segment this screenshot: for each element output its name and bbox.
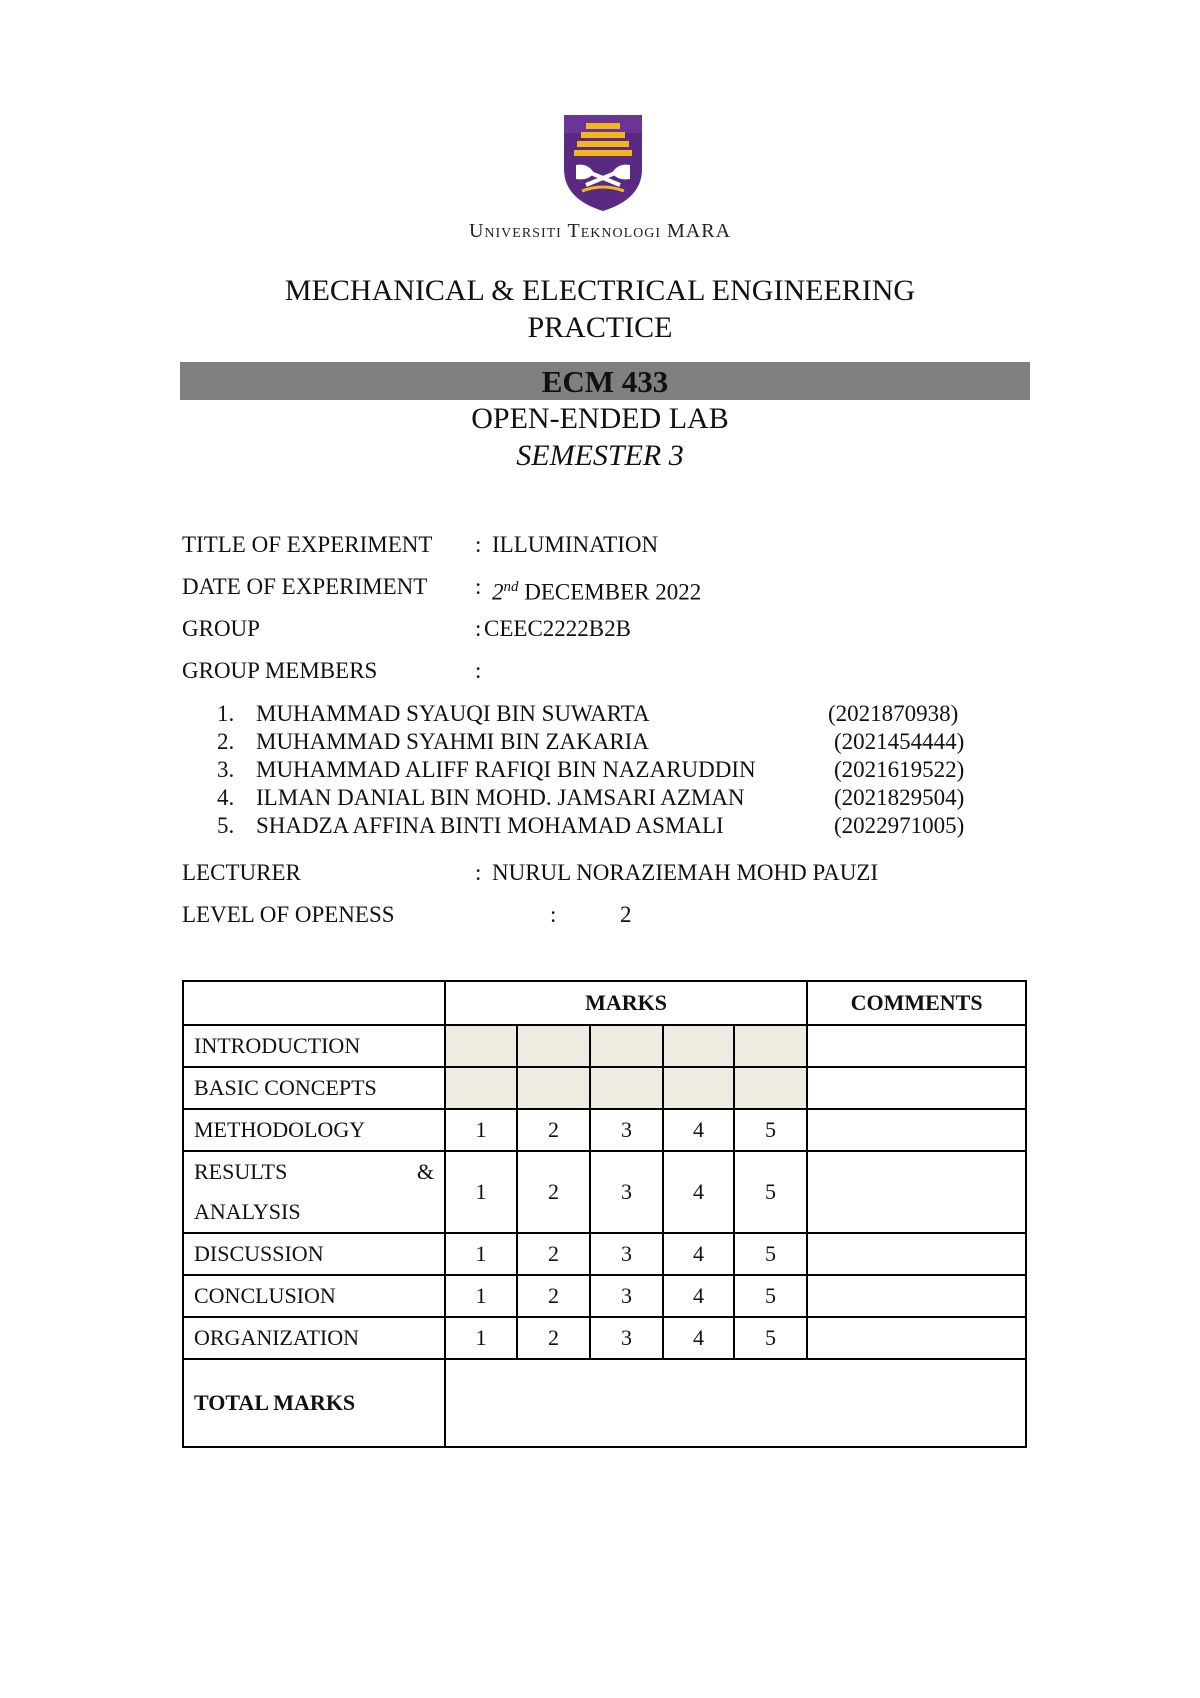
ampersand: &	[416, 1159, 434, 1184]
analysis-word: ANALYSIS	[194, 1199, 301, 1224]
marks-table	[182, 980, 1027, 1448]
criterion-introduction: INTRODUCTION	[183, 1025, 445, 1067]
score-cell: 5	[734, 1151, 807, 1233]
level-label: LEVEL OF OPENESS	[182, 902, 395, 927]
criterion-results-analysis	[183, 1151, 445, 1233]
score-cell	[663, 1067, 734, 1109]
table-row	[183, 1275, 1026, 1317]
course-code-bar: ECM 433	[180, 362, 1030, 400]
criterion-conclusion: CONCLUSION	[183, 1275, 445, 1317]
criterion-discussion: DISCUSSION	[183, 1233, 445, 1275]
member-number: 4.	[217, 785, 235, 810]
member-number: 2.	[217, 729, 235, 754]
total-marks-label: TOTAL MARKS	[183, 1359, 445, 1447]
members-separator: :	[475, 658, 482, 683]
table-row	[183, 1233, 1026, 1275]
course-title	[0, 272, 1200, 346]
total-marks-cell	[445, 1359, 1026, 1447]
course-title-line2: PRACTICE	[527, 311, 673, 344]
course-title-line1: MECHANICAL & ELECTRICAL ENGINEERING	[284, 274, 916, 307]
score-cell	[445, 1067, 517, 1109]
score-cell	[734, 1067, 807, 1109]
score-cell: 5	[734, 1317, 807, 1359]
group-separator: :	[475, 616, 482, 641]
date-value	[492, 572, 701, 608]
member-id: (2021619522)	[834, 757, 965, 782]
score-cell: 2	[517, 1151, 590, 1233]
score-cell: 5	[734, 1109, 807, 1151]
lecturer-label: LECTURER	[182, 860, 301, 885]
score-cell: 3	[590, 1233, 663, 1275]
score-cell: 2	[517, 1317, 590, 1359]
score-cell	[445, 1025, 517, 1067]
table-row	[183, 1359, 1026, 1447]
table-row	[183, 1025, 1026, 1067]
score-cell: 5	[734, 1275, 807, 1317]
lecturer-separator: :	[475, 860, 482, 885]
score-cell: 2	[517, 1233, 590, 1275]
score-cell: 4	[663, 1151, 734, 1233]
score-cell: 3	[590, 1151, 663, 1233]
table-row	[183, 1109, 1026, 1151]
date-rest: DECEMBER 2022	[524, 579, 702, 605]
title-label: TITLE OF EXPERIMENT	[182, 532, 433, 557]
member-name: ILMAN DANIAL BIN MOHD. JAMSARI AZMAN	[256, 785, 745, 810]
table-row	[183, 1151, 1026, 1233]
score-cell	[663, 1025, 734, 1067]
date-label: DATE OF EXPERIMENT	[182, 574, 428, 599]
table-row	[183, 1317, 1026, 1359]
score-cell: 1	[445, 1109, 517, 1151]
score-cell: 4	[663, 1275, 734, 1317]
level-separator: :	[550, 902, 557, 927]
uitm-crest-logo	[562, 113, 644, 213]
criterion-basic-concepts: BASIC CONCEPTS	[183, 1067, 445, 1109]
score-cell	[517, 1067, 590, 1109]
university-name: Universiti Teknologi MARA	[468, 220, 732, 242]
score-cell: 3	[590, 1275, 663, 1317]
score-cell: 4	[663, 1109, 734, 1151]
date-day: 2	[492, 579, 504, 605]
comment-cell	[807, 1275, 1026, 1317]
score-cell: 1	[445, 1275, 517, 1317]
score-cell	[590, 1025, 663, 1067]
level-value: 2	[620, 902, 632, 927]
score-cell: 3	[590, 1317, 663, 1359]
comment-cell	[807, 1067, 1026, 1109]
score-cell: 3	[590, 1109, 663, 1151]
criterion-organization: ORGANIZATION	[183, 1317, 445, 1359]
results-word: RESULTS	[194, 1159, 288, 1184]
score-cell: 2	[517, 1109, 590, 1151]
members-label: GROUP MEMBERS	[182, 658, 378, 683]
member-number: 3.	[217, 757, 235, 782]
score-cell: 5	[734, 1233, 807, 1275]
member-number: 1.	[217, 701, 235, 726]
table-row	[183, 1067, 1026, 1109]
score-cell: 1	[445, 1317, 517, 1359]
member-name: MUHAMMAD ALIFF RAFIQI BIN NAZARUDDIN	[256, 757, 756, 782]
lab-type: OPEN-ENDED LAB	[471, 402, 729, 435]
score-cell	[517, 1025, 590, 1067]
comment-cell	[807, 1317, 1026, 1359]
title-separator: :	[475, 532, 482, 557]
date-suffix: nd	[503, 579, 519, 595]
comment-cell	[807, 1109, 1026, 1151]
table-header-row	[183, 981, 1026, 1025]
group-label: GROUP	[182, 616, 260, 641]
score-cell: 4	[663, 1317, 734, 1359]
member-name: SHADZA AFFINA BINTI MOHAMAD ASMALI	[256, 813, 724, 838]
group-value: CEEC2222B2B	[484, 616, 631, 641]
score-cell: 2	[517, 1275, 590, 1317]
comment-cell	[807, 1151, 1026, 1233]
date-separator: :	[475, 574, 482, 599]
score-cell	[734, 1025, 807, 1067]
header-blank-cell	[183, 981, 445, 1025]
comment-cell	[807, 1233, 1026, 1275]
comment-cell	[807, 1025, 1026, 1067]
score-cell: 1	[445, 1233, 517, 1275]
title-value: ILLUMINATION	[492, 532, 659, 557]
member-number: 5.	[217, 813, 235, 838]
score-cell	[590, 1067, 663, 1109]
criterion-methodology: METHODOLOGY	[183, 1109, 445, 1151]
member-name: MUHAMMAD SYAHMI BIN ZAKARIA	[256, 729, 649, 754]
score-cell: 1	[445, 1151, 517, 1233]
semester: SEMESTER 3	[516, 439, 684, 472]
lecturer-value: NURUL NORAZIEMAH MOHD PAUZI	[492, 860, 879, 885]
marks-header: MARKS	[445, 981, 807, 1025]
member-id: (2021870938)	[828, 701, 959, 726]
member-id: (2021454444)	[834, 729, 965, 754]
comments-header: COMMENTS	[807, 981, 1026, 1025]
member-name: MUHAMMAD SYAUQI BIN SUWARTA	[256, 701, 650, 726]
score-cell: 4	[663, 1233, 734, 1275]
member-id: (2021829504)	[834, 785, 965, 810]
member-id: (2022971005)	[834, 813, 965, 838]
